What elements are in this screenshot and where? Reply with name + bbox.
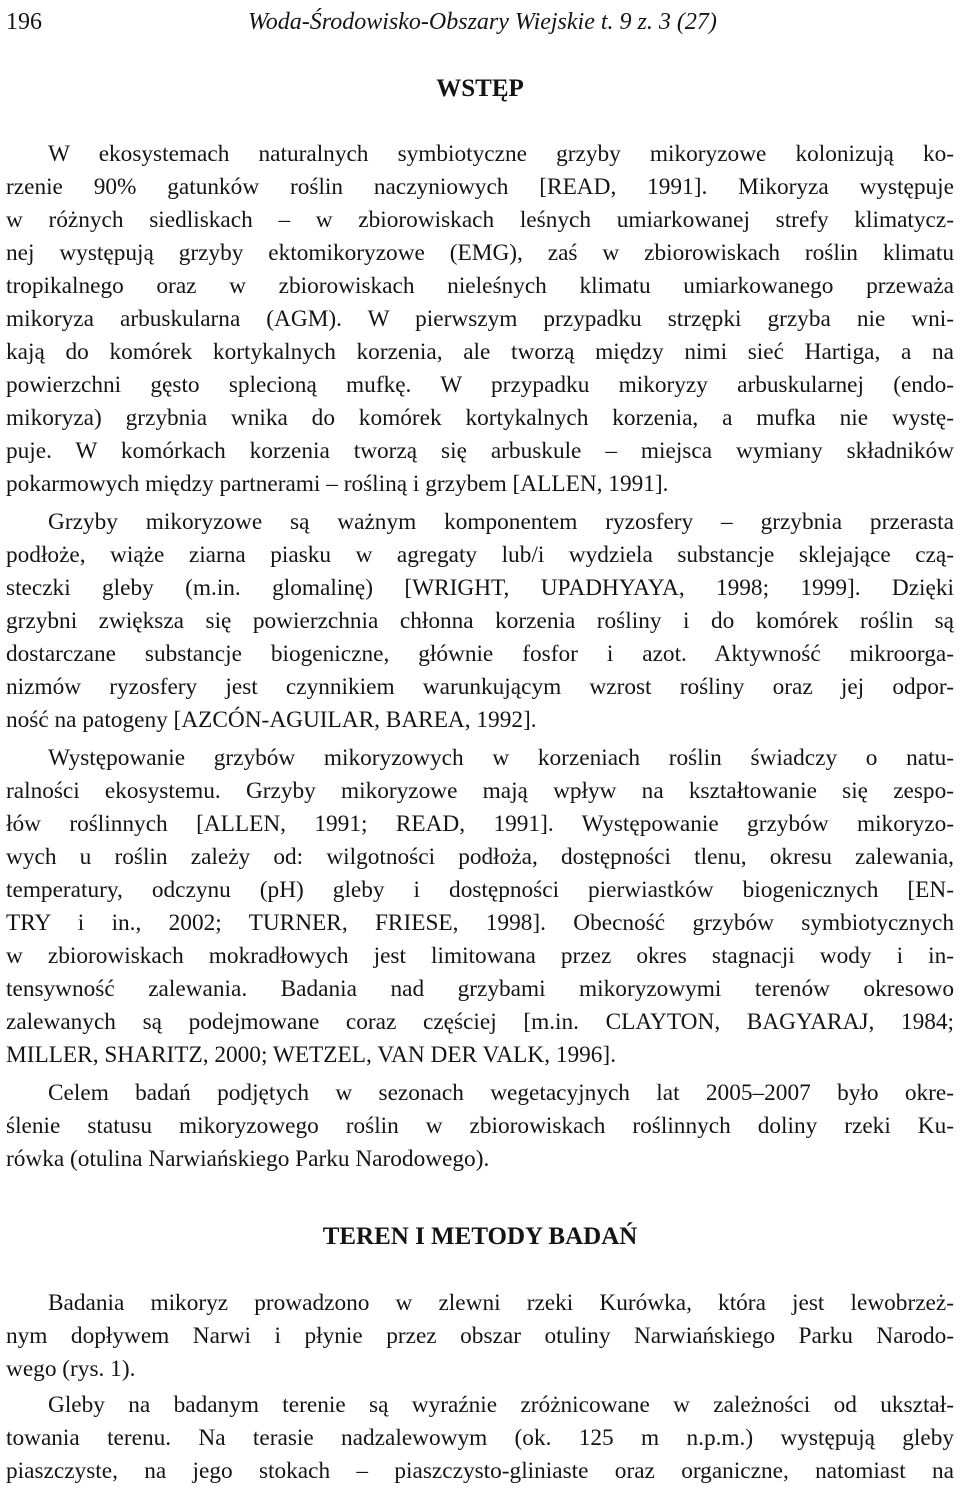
text-line: pokarmowych między partnerami – rośliną i grzybem [ALLEN, 1991]. <box>6 471 669 497</box>
page-header <box>6 4 956 40</box>
text-line: Występowanie grzybów mikoryzowych w korzeniach roślin świadczy o natu- <box>48 745 954 771</box>
text-line: ralności ekosystemu. Grzyby mikoryzowe mają wpływ na kształtowanie się zespo- <box>6 778 954 804</box>
text-line: wych u roślin zależy od: wilgotności podłoża, dostępności tlenu, okresu zalewania, <box>6 844 954 870</box>
text-line: TRY i in., 2002; TURNER, FRIESE, 1998]. Obecność grzybów symbiotycznych <box>6 910 954 936</box>
text-line: puje. W komórkach korzenia tworzą się arbuskule – miejsca wymiany składników <box>6 438 954 464</box>
text-line: Celem badań podjętych w sezonach wegetacyjnych lat 2005–2007 było okre- <box>48 1080 954 1106</box>
text-line: grzybni zwiększa się powierzchnia chłonna korzenia rośliny i do komórek roślin są <box>6 608 954 634</box>
text-line: tensywność zalewania. Badania nad grzybami mikoryzowymi terenów okresowo <box>6 976 954 1002</box>
text-line: nej występują grzyby ektomikoryzowe (EMG), zaś w zbiorowiskach roślin klimatu <box>6 240 954 266</box>
text-line: Gleby na badanym terenie są wyraźnie zróżnicowane w zależności od ukształ- <box>48 1392 954 1418</box>
text-line: nizmów ryzosfery jest czynnikiem warunkującym wzrost rośliny oraz jej odpor- <box>6 674 954 700</box>
text-line: ślenie statusu mikoryzowego roślin w zbiorowiskach roślinnych doliny rzeki Ku- <box>6 1113 954 1139</box>
text-line: mikoryza arbuskularna (AGM). W pierwszym przypadku strzępki grzyba nie wni- <box>6 306 954 332</box>
text-line: łów roślinnych [ALLEN, 1991; READ, 1991]. Występowanie grzybów mikoryzo- <box>6 811 954 837</box>
text-line: mikoryza) grzybnia wnika do komórek kortykalnych korzenia, a mufka nie wystę- <box>6 405 954 431</box>
text-line: ność na patogeny [AZCÓN-AGUILAR, BAREA, 1992]. <box>6 707 537 733</box>
text-line: MILLER, SHARITZ, 2000; WETZEL, VAN DER VALK, 1996]. <box>6 1042 617 1068</box>
text-line: dostarczane substancje biogeniczne, głównie fosfor i azot. Aktywność mikroorga- <box>6 641 954 667</box>
text-line: rzenie 90% gatunków roślin naczyniowych [READ, 1991]. Mikoryza występuje <box>6 174 954 200</box>
page-number: 196 <box>6 9 42 35</box>
section-heading-introduction: WSTĘP <box>436 75 524 102</box>
text-line: steczki gleby (m.in. glomalinę) [WRIGHT, UPADHYAYA, 1998; 1999]. Dzięki <box>6 575 954 601</box>
text-line: nym dopływem Narwi i płynie przez obszar otuliny Narwiańskiego Parku Narodo- <box>6 1323 954 1349</box>
text-line: powierzchni gęsto splecioną mufkę. W przypadku mikoryzy arbuskularnej (endo- <box>6 372 954 398</box>
text-line: rówka (otulina Narwiańskiego Parku Narodowego). <box>6 1146 490 1172</box>
text-line: W ekosystemach naturalnych symbiotyczne grzyby mikoryzowe kolonizują ko- <box>48 141 954 167</box>
text-line: Badania mikoryz prowadzono w zlewni rzeki Kurówka, która jest lewobrzeż- <box>48 1290 954 1316</box>
text-line: w zbiorowiskach mokradłowych jest limitowana przez okres stagnacji wody i in- <box>6 943 954 969</box>
journal-running-head: Woda-Środowisko-Obszary Wiejskie t. 9 z. 3 (27) <box>248 9 717 35</box>
text-line: kają do komórek kortykalnych korzenia, ale tworzą między nimi sieć Hartiga, a na <box>6 339 954 365</box>
text-line: temperatury, odczynu (pH) gleby i dostępności pierwiastków biogenicznych [EN- <box>6 877 954 903</box>
text-line: podłoże, wiąże ziarna piasku w agregaty lub/i wydziela substancje sklejające czą- <box>6 542 954 568</box>
text-line: wego (rys. 1). <box>6 1356 136 1382</box>
section-heading-methods: TEREN I METODY BADAŃ <box>322 1223 638 1250</box>
text-line: tropikalnego oraz w zbiorowiskach nieleśnych klimatu umiarkowanego przeważa <box>6 273 954 299</box>
text-line: towania terenu. Na terasie nadzalewowym (ok. 125 m n.p.m.) występują gleby <box>6 1425 954 1451</box>
text-line: piaszczyste, na jego stokach – piaszczysto-gliniaste oraz organiczne, natomiast na <box>6 1458 954 1484</box>
text-line: zalewanych są podejmowane coraz częściej [m.in. CLAYTON, BAGYARAJ, 1984; <box>6 1009 954 1035</box>
text-line: w różnych siedliskach – w zbiorowiskach leśnych umiarkowanej strefy klimatycz- <box>6 207 954 233</box>
text-line: Grzyby mikoryzowe są ważnym komponentem ryzosfery – grzybnia przerasta <box>48 509 954 535</box>
